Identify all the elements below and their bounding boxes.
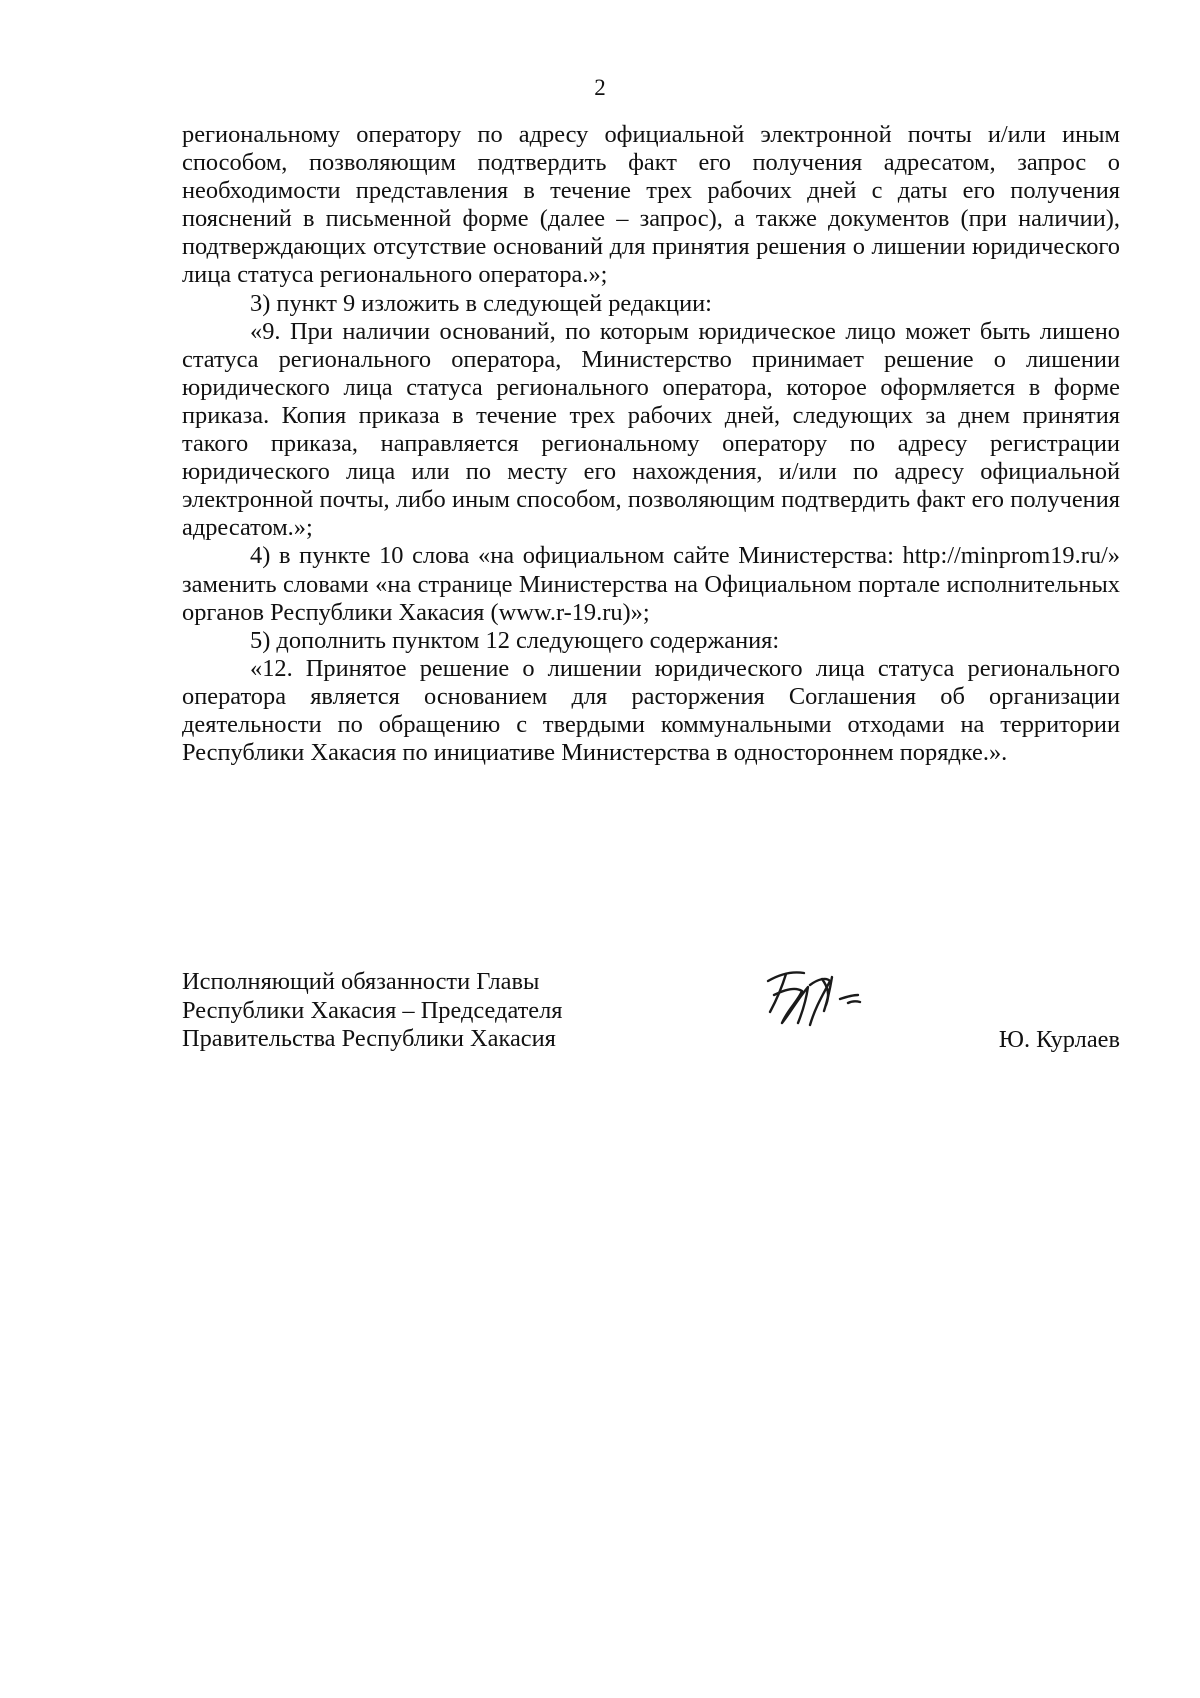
paragraph-clause-9: «9. При наличии оснований, по которым юридическое лицо может быть лишено статуса регионального оператора, Министерство принимает решение о лишении юридического лица статуса регионального оператора, которое оформляется в форме приказа. Копия приказа в течение трех рабочих дней, следующих за днем принятия такого приказа, направляется региональному оператору по адресу регистрации юридического лица или по месту его нахождения, и/или по адресу официальной электронной почты, либо иным способом, позволяющим подтвердить факт его получения адресатом.»; — [182, 317, 1120, 542]
paragraph-clause-12: «12. Принятое решение о лишении юридического лица статуса регионального оператора является основанием для расторжения Соглашения об организации деятельности по обращению с твердыми коммунальными отходами на территории Республики Хакасия по инициативе Министерства в одностороннем порядке.». — [182, 654, 1120, 767]
page-number: 2 — [594, 75, 606, 100]
paragraph-item-4: 4) в пункте 10 слова «на официальном сайте Министерства: http://minprom19.ru/» заменить словами «на странице Министерства на Официальном портале исполнительных органов Республики Хакасия (www.r-19.ru)»; — [182, 542, 1120, 626]
signer-title — [182, 968, 642, 1054]
signer-title-line: Исполняющий обязанности Главы — [182, 968, 540, 995]
signer-title-line: Республики Хакасия – Председателя — [182, 996, 563, 1024]
signature-block — [182, 968, 1120, 1088]
paragraph-item-3: 3) пункт 9 изложить в следующей редакции: — [250, 289, 712, 317]
paragraph-continuation: региональному оператору по адресу официальной электронной почты и/или иным способом, позволяющим подтвердить факт его получения адресатом, запрос о необходимости представления в течение трех рабочих дней с даты его получения пояснений в письменной форме (далее – запрос), а также документов (при наличии), подтверждающих отсутствие оснований для принятия решения о лишении юридического лица статуса регионального оператора.»; — [182, 121, 1120, 289]
handwritten-signature — [760, 965, 870, 1037]
paragraph-item-5: 5) дополнить пунктом 12 следующего содержания: — [250, 626, 780, 654]
signer-title-line: Правительства Республики Хакасия — [182, 1025, 556, 1052]
signer-name: Ю. Курлаев — [998, 1026, 1120, 1053]
document-body — [182, 121, 1120, 767]
